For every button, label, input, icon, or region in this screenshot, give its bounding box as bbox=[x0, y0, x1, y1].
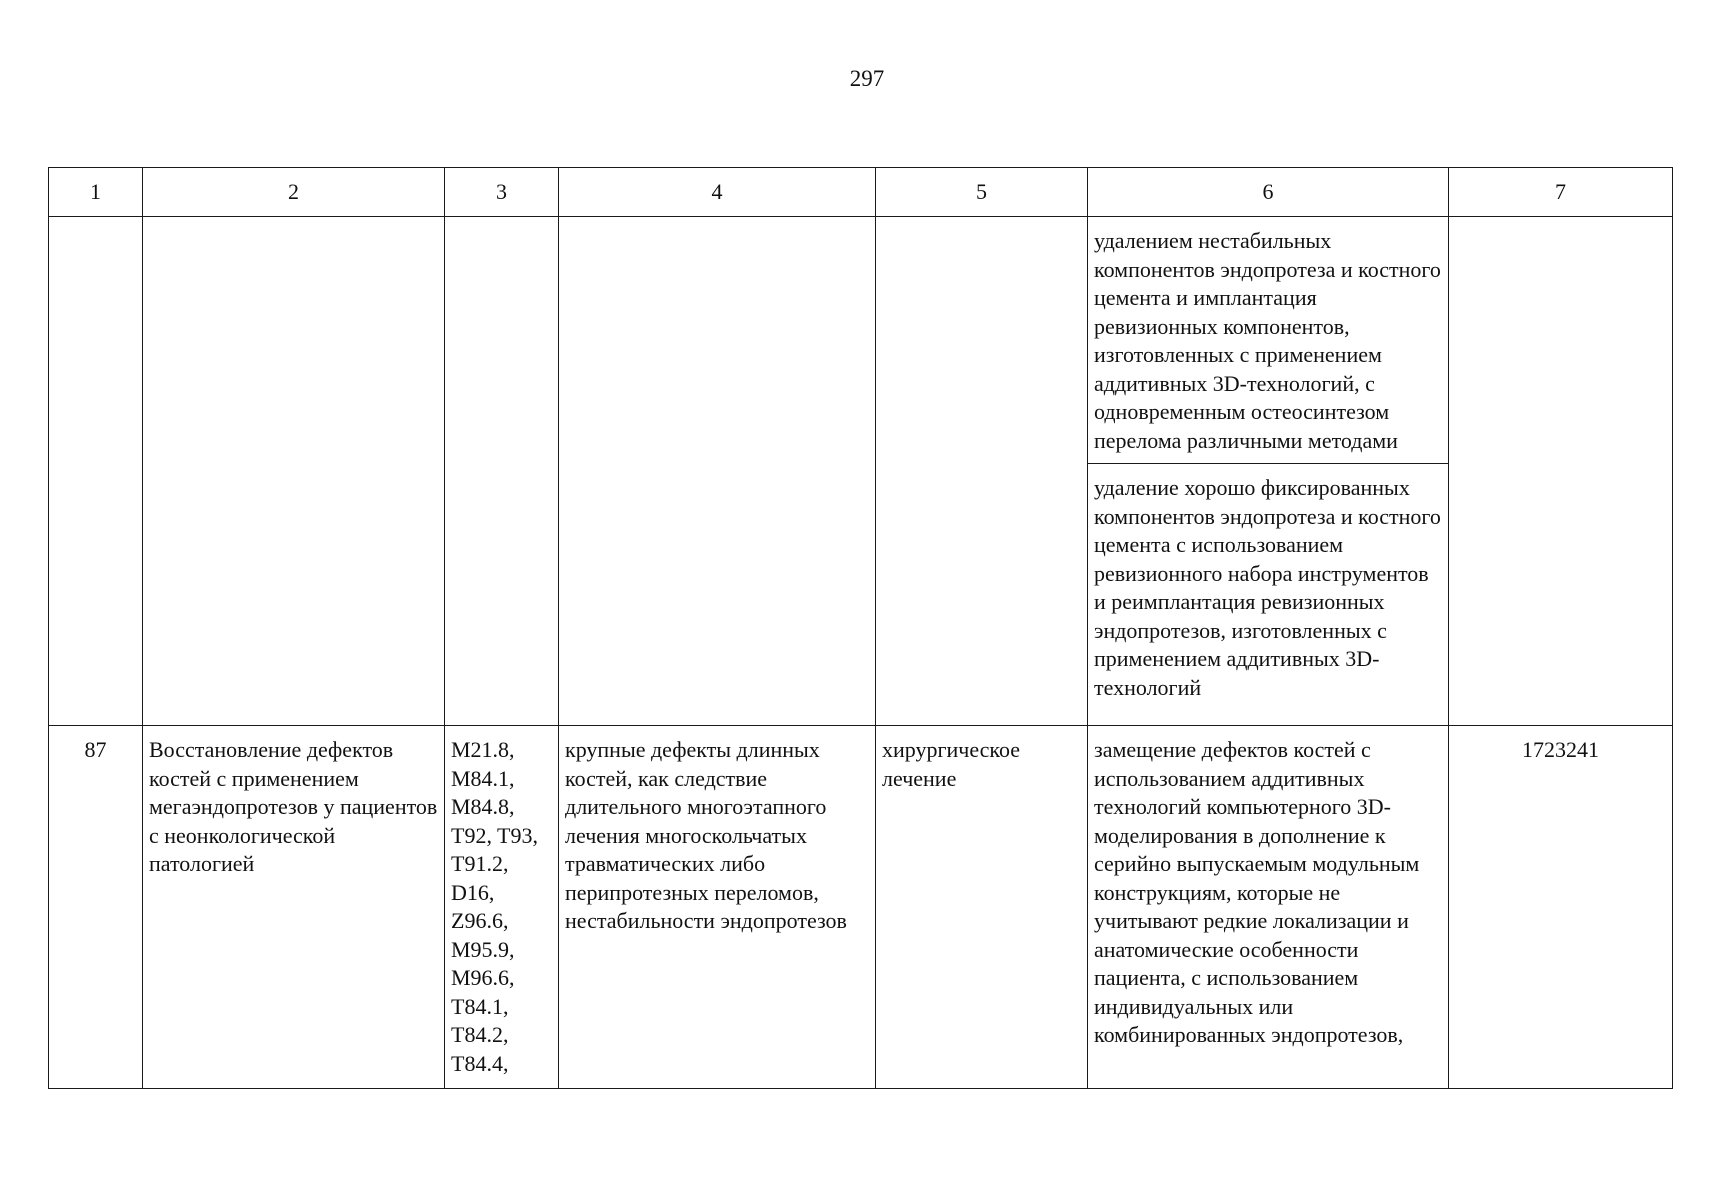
icd-code: T92, T93, bbox=[451, 822, 538, 848]
icd-code: M21.8, bbox=[451, 737, 515, 762]
column-number-1: 1 bbox=[49, 168, 143, 217]
icd-code: M84.1, bbox=[451, 765, 515, 791]
table-row bbox=[49, 726, 1673, 1089]
icd-code: M84.8, bbox=[451, 794, 515, 819]
method-cell: удаление хорошо фиксированных компонентов эндопротеза и костного цемента с использованием ревизионного набора инструментов и реимплантация ревизионных эндопротезов, изготовленных с применением аддитивных 3D-технологий bbox=[1088, 464, 1449, 726]
icd-code: D16, bbox=[451, 879, 495, 905]
procedure-name: Восстановление дефектов костей с применением мегаэндопротезов у пациентов с неонкологической патологией bbox=[143, 726, 445, 1089]
page-number: 297 bbox=[849, 66, 885, 91]
icd-code: T84.4, bbox=[451, 1050, 509, 1076]
treatment-type: хирургическое лечение bbox=[876, 726, 1088, 1089]
method-cell: удалением нестабильных компонентов эндопротеза и костного цемента и имплантация ревизионных компонентов, изготовленных с применением аддитивных 3D-технологий, с одновременным остеосинтезом перелома различными методами bbox=[1088, 217, 1449, 464]
column-number-6: 6 bbox=[1088, 168, 1449, 217]
treatment-method: замещение дефектов костей с использованием аддитивных технологий компьютерного 3D-моделирования в дополнение к серийно выпускаемым модульным конструкциям, которые не учитывают редкие локализации и анатомические особенности пациента, с использованием индивидуальных или комбинированных эндопротезов, bbox=[1088, 726, 1449, 1089]
column-number-row bbox=[49, 168, 1673, 217]
continuation-row bbox=[49, 217, 1673, 464]
empty-cell-codes bbox=[445, 217, 559, 726]
empty-cell-cost bbox=[1449, 217, 1673, 726]
icd-code: Z96.6, bbox=[451, 908, 509, 933]
empty-cell-name bbox=[143, 217, 445, 726]
empty-cell-model bbox=[559, 217, 876, 726]
procedures-table bbox=[48, 167, 1673, 1089]
empty-cell-treatment bbox=[876, 217, 1088, 726]
patient-model: крупные дефекты длинных костей, как следствие длительного многоэтапного лечения многоскольчатых травматических либо перипротезных переломов, нестабильности эндопротезов bbox=[559, 726, 876, 1089]
column-number-3: 3 bbox=[445, 168, 559, 217]
column-number-7: 7 bbox=[1449, 168, 1673, 217]
icd-code: T84.2, bbox=[451, 1022, 509, 1047]
icd-code: M95.9, bbox=[451, 936, 515, 962]
empty-cell-number bbox=[49, 217, 143, 726]
icd-codes bbox=[445, 726, 559, 1089]
column-number-5: 5 bbox=[876, 168, 1088, 217]
column-number-4: 4 bbox=[559, 168, 876, 217]
icd-code: T84.1, bbox=[451, 993, 509, 1019]
row-number: 87 bbox=[49, 726, 143, 1089]
cost-value: 1723241 bbox=[1449, 726, 1673, 1089]
column-number-2: 2 bbox=[143, 168, 445, 217]
icd-code: T91.2, bbox=[451, 851, 509, 876]
icd-code: M96.6, bbox=[451, 965, 515, 990]
